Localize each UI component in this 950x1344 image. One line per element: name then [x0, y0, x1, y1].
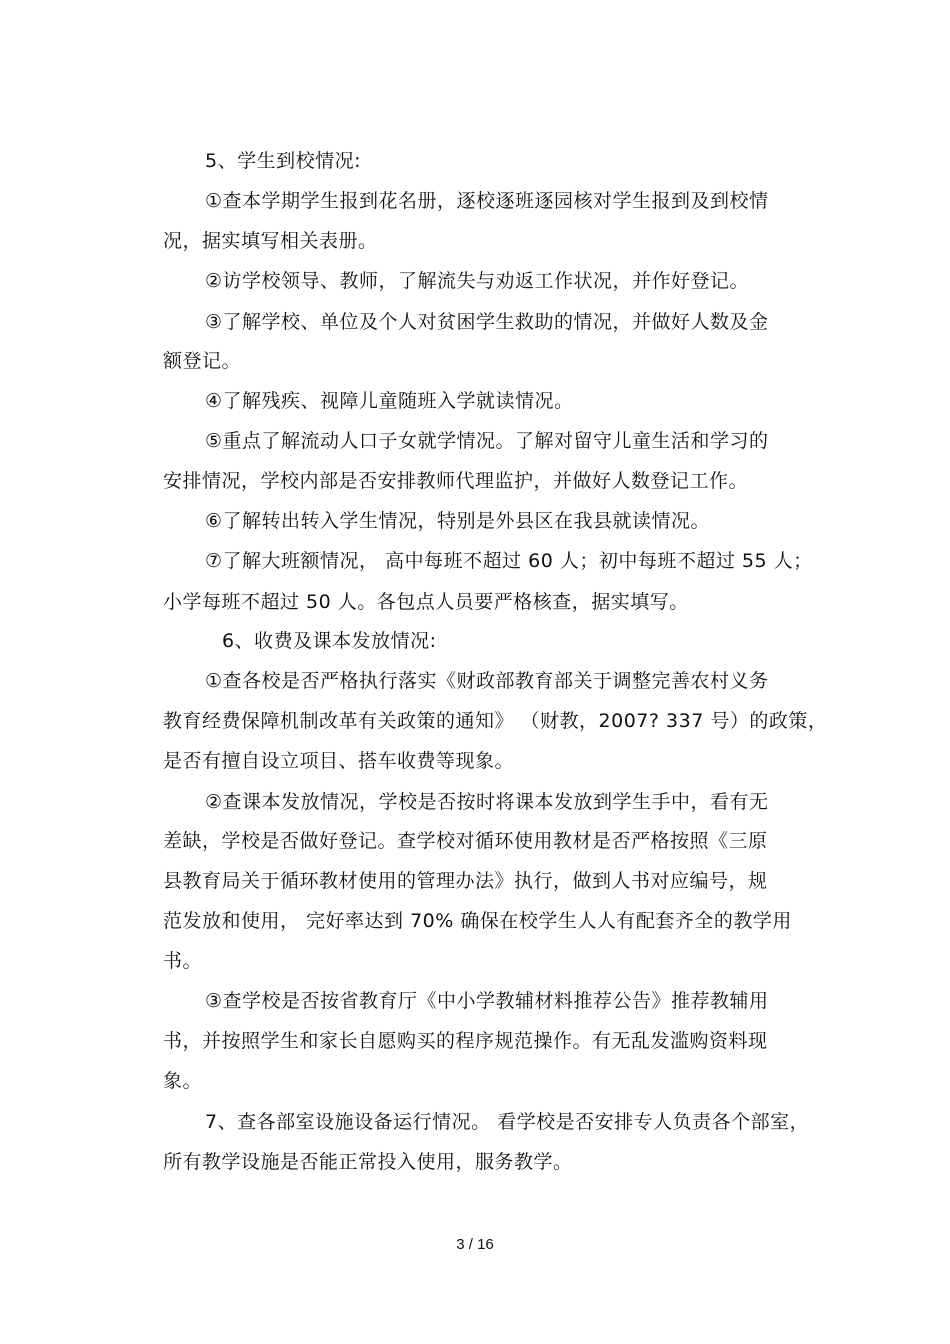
paragraph-line: 小学每班不超过 50 人。各包点人员要严格核查，据实填写。 — [163, 591, 689, 613]
paragraph-line: 象。 — [163, 1070, 203, 1092]
paragraph-line: 书，并按照学生和家长自愿购买的程序规范操作。有无乱发滥购资料现 — [163, 1030, 768, 1052]
paragraph-line: ⑦了解大班额情况， 高中每班不超过 60 人；初中每班不超过 55 人； — [205, 550, 813, 572]
paragraph-line: ⑤重点了解流动人口子女就学情况。了解对留守儿童生活和学习的 — [205, 430, 769, 452]
paragraph-line: 教育经费保障机制改革有关政策的通知》 （财教，2007? 337 号）的政策， — [163, 710, 828, 732]
paragraph-line: ④了解残疾、视障儿童随班入学就读情况。 — [205, 390, 574, 412]
paragraph-line: ②查课本发放情况，学校是否按时将课本发放到学生手中，看有无 — [205, 791, 769, 813]
paragraph-line: 安排情况，学校内部是否安排教师代理监护，并做好人数登记工作。 — [163, 470, 749, 492]
paragraph-line: ③了解学校、单位及个人对贫困学生救助的情况，并做好人数及金 — [205, 311, 769, 333]
paragraph-line: ①查各校是否严格执行落实《财政部教育部关于调整完善农村义务 — [205, 670, 769, 692]
paragraph-line: ①查本学期学生报到花名册，逐校逐班逐园核对学生报到及到校情 — [205, 190, 769, 212]
paragraph-line: 差缺，学校是否做好登记。查学校对循环使用教材是否严格按照《三原 — [163, 830, 768, 852]
paragraph-line: 县教育局关于循环教材使用的管理办法》执行，做到人书对应编号，规 — [163, 870, 768, 892]
paragraph-line: 所有教学设施是否能正常投入使用，服务教学。 — [163, 1151, 573, 1173]
paragraph-line: ②访学校领导、教师，了解流失与劝返工作状况，并作好登记。 — [205, 270, 750, 292]
section-7-heading: 7、查各部室设施设备运行情况。 看学校是否安排专人负责各个部室， — [205, 1111, 810, 1133]
paragraph-line: 范发放和使用， 完好率达到 70% 确保在校学生人人有配套齐全的教学用 — [163, 910, 792, 932]
page-number: 3 / 16 — [456, 1236, 494, 1253]
paragraph-line: ③查学校是否按省教育厅《中小学教辅材料推荐公告》推荐教辅用 — [205, 990, 769, 1012]
section-6-heading: 6、收费及课本发放情况: — [222, 630, 437, 652]
paragraph-line: 是否有擅自设立项目、搭车收费等现象。 — [163, 750, 515, 772]
paragraph-line: 额登记。 — [163, 350, 242, 372]
paragraph-line: 书。 — [163, 950, 203, 972]
section-5-heading: 5、学生到校情况: — [205, 150, 361, 172]
paragraph-line: ⑥了解转出转入学生情况，特别是外县区在我县就读情况。 — [205, 510, 711, 532]
paragraph-line: 况，据实填写相关表册。 — [163, 230, 378, 252]
